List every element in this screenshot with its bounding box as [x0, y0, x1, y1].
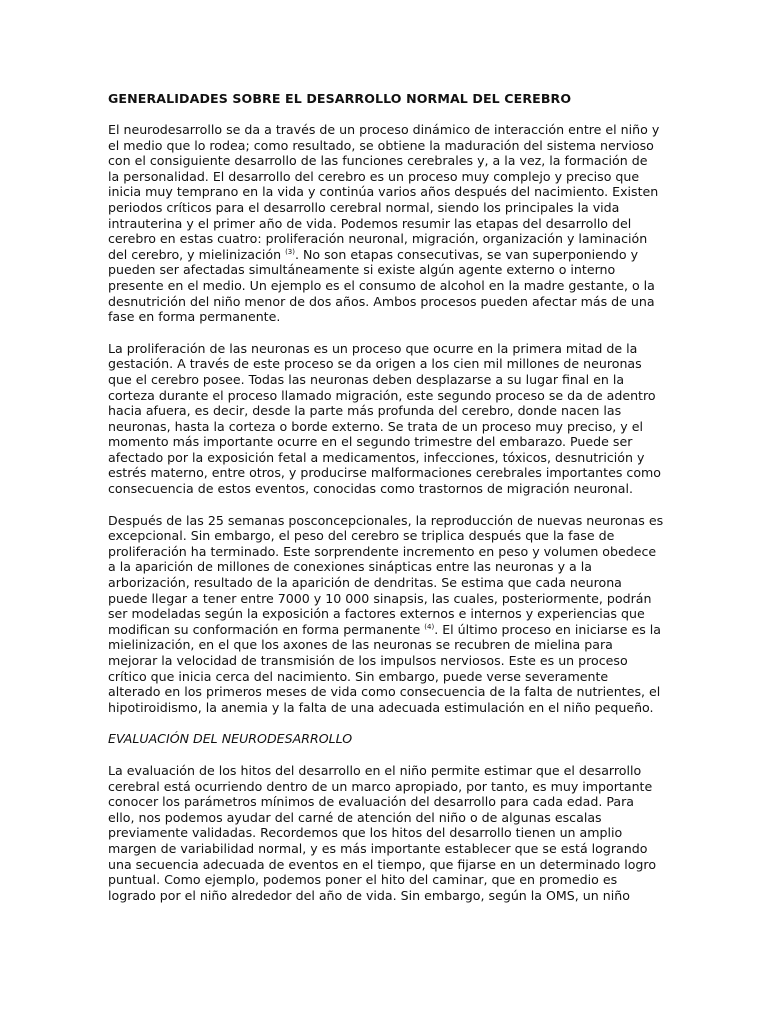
text-line: desnutrición del niño menor de dos años. Ambos procesos pueden afectar más de una	[108, 293, 655, 309]
text-line: proliferación ha terminado. Este sorprendente incremento en peso y volumen obedece	[108, 543, 657, 559]
text-line: cerebral está ocurriendo dentro de un marco apropiado, por tanto, es muy importante	[108, 778, 653, 794]
text-line: La evaluación de los hitos del desarrollo en el niño permite estimar que el desarrollo	[108, 762, 642, 778]
text-line: con el consiguiente desarrollo de las funciones cerebrales y, a la vez, la formación de	[108, 153, 648, 169]
section-subheading: EVALUACIÓN DEL NEURODESARROLLO	[108, 731, 353, 747]
text-line: previamente validadas. Recordemos que los hitos del desarrollo tienen un amplio	[108, 825, 623, 841]
text-line: el medio que lo rodea; como resultado, se obtiene la maduración del sistema nervioso	[108, 137, 654, 153]
text-line: excepcional. Sin embargo, el peso del cerebro se triplica después que la fase de	[108, 528, 615, 544]
text-line: pueden ser afectadas simultáneamente si existe algún agente externo o interno	[108, 262, 616, 278]
text-line: periodos críticos para el desarrollo cerebral normal, siendo los principales la vida	[108, 199, 620, 215]
text-fragment: del cerebro, y mielinización	[108, 246, 286, 262]
text-line: la personalidad. El desarrollo del cerebro es un proceso muy complejo y preciso que	[108, 168, 640, 184]
text-line: mielinización, en el que los axones de las neuronas se recubren de mielina para	[108, 637, 613, 653]
text-line-with-reference	[108, 247, 668, 263]
paragraph-neuron-proliferation	[108, 341, 668, 497]
text-line: logrado por el niño alrededor del año de vida. Sin embargo, según la OMS, un niño	[108, 887, 630, 903]
text-fragment: . No son etapas consecutivas, se van superponiendo y	[294, 246, 639, 262]
citation-reference: (4)	[424, 622, 435, 631]
paragraph-neurodevelopment-evaluation	[108, 763, 668, 903]
text-line: crítico que inicia cerca del nacimiento. Sin embargo, puede verse severamente	[108, 668, 609, 684]
text-line: mejorar la velocidad de transmisión de los impulsos nerviosos. Este es un proceso	[108, 653, 628, 668]
text-line: gestación. A través de este proceso se da origen a los cien mil millones de neuronas	[108, 356, 642, 372]
text-line: inicia muy temprano en la vida y continúa varios años después del nacimiento. Existen	[108, 184, 659, 200]
text-line: fase en forma permanente.	[108, 309, 281, 325]
citation-reference: (3)	[285, 247, 295, 256]
text-line: que el cerebro posee. Todas las neuronas deben desplazarse a su lugar final en la	[108, 371, 625, 387]
paragraph-neurodevelopment-intro	[108, 122, 668, 325]
text-line-with-reference	[108, 622, 668, 638]
paragraph-synapses-myelination	[108, 513, 668, 716]
text-fragment: . El último proceso en iniciarse es la	[434, 621, 661, 637]
text-line: estrés materno, entre otros, y producirse malformaciones cerebrales importantes como	[108, 465, 662, 481]
text-line: afectado por la exposición fetal a medicamentos, infecciones, tóxicos, desnutrición y	[108, 449, 645, 465]
section-heading: GENERALIDADES SOBRE EL DESARROLLO NORMAL DEL CEREBRO	[108, 91, 572, 106]
text-line: El neurodesarrollo se da a través de un proceso dinámico de interacción entre el niño y	[108, 122, 660, 137]
text-line: conocer los parámetros mínimos de evaluación del desarrollo para cada edad. Para	[108, 794, 635, 810]
text-line: hacia afuera, es decir, desde la parte más profunda del cerebro, donde nacen las	[108, 403, 622, 419]
text-line: puede llegar a tener entre 7000 y 10 000 sinapsis, las cuales, posteriormente, podrán	[108, 590, 652, 606]
text-line: puntual. Como ejemplo, podemos poner el hito del caminar, que en promedio es	[108, 872, 618, 888]
text-line: ello, nos podemos ayudar del carné de atención del niño o de algunas escalas	[108, 809, 602, 825]
document-body	[108, 91, 668, 919]
text-line: neuronas, hasta la corteza o borde externo. Se trata de un proceso muy preciso, y el	[108, 418, 643, 434]
text-line: corteza durante el proceso llamado migración, este segundo proceso se da de adentro	[108, 387, 656, 403]
text-line: a la aparición de millones de conexiones sinápticas entre las neuronas y a la	[108, 559, 592, 575]
text-fragment: modifican su conformación en forma permanente	[108, 621, 425, 637]
text-line: ser modeladas según la exposición a factores externos e internos y experiencias que	[108, 606, 645, 622]
text-line: presente en el medio. Un ejemplo es el consumo de alcohol en la madre gestante, o la	[108, 277, 655, 293]
text-line: alterado en los primeros meses de vida como consecuencia de la falta de nutrientes, el	[108, 684, 661, 700]
text-line: una secuencia adecuada de eventos en el tiempo, que fijarse en un determinado logro	[108, 856, 657, 872]
text-line: cerebro en estas cuatro: proliferación neuronal, migración, organización y laminación	[108, 231, 648, 247]
text-line: consecuencia de estos eventos, conocidas como trastornos de migración neuronal.	[108, 481, 634, 497]
text-line: hipotiroidismo, la anemia y la falta de una adecuada estimulación en el niño pequeño.	[108, 699, 654, 715]
text-line: Después de las 25 semanas posconcepcionales, la reproducción de nuevas neuronas es	[108, 512, 664, 528]
text-line: intrauterina y el primer año de vida. Podemos resumir las etapas del desarrollo del	[108, 215, 632, 231]
text-line: momento más importante ocurre en el segundo trimestre del embarazo. Puede ser	[108, 434, 633, 450]
text-line: margen de variabilidad normal, y es más importante establecer que se está logrando	[108, 840, 648, 856]
text-line: arborización, resultado de la aparición de dendritas. Se estima que cada neurona	[108, 575, 622, 591]
text-line: La proliferación de las neuronas es un proceso que ocurre en la primera mitad de la	[108, 340, 638, 356]
